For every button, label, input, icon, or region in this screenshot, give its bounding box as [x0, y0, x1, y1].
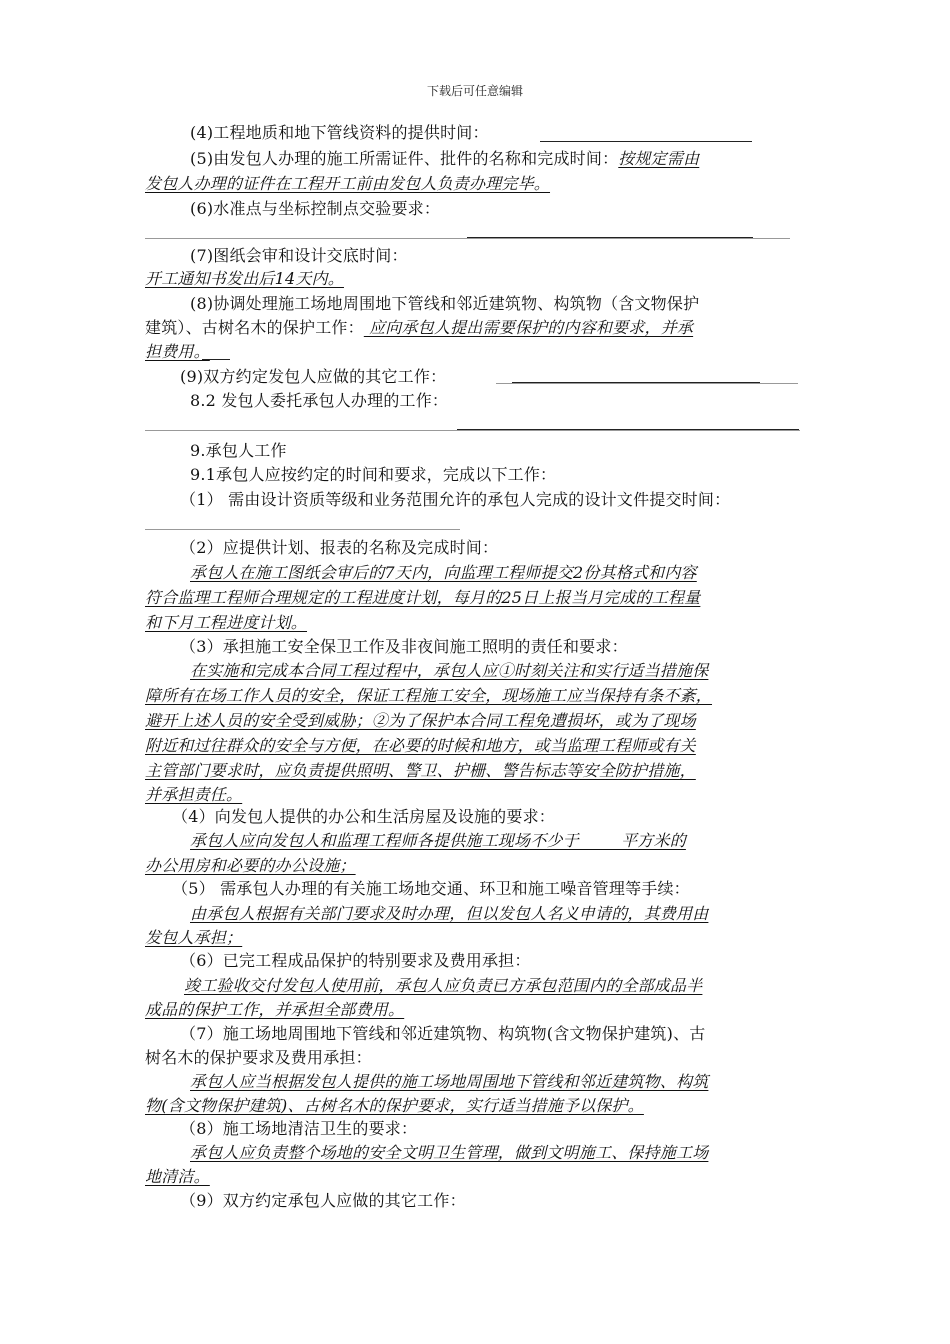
blank-line: [145, 430, 800, 431]
item-9-1-3-answer: 并承担责任。: [145, 785, 243, 804]
blank-line: [512, 382, 760, 383]
item-8-1-8: (8)协调处理施工场地周围地下管线和邻近建筑物、构筑物（含文物保护: [190, 294, 700, 313]
item-8-1-6: (6)水准点与坐标控制点交验要求：: [190, 199, 441, 218]
blank-line: [145, 529, 460, 530]
item-answer: 按规定需由: [618, 149, 700, 168]
blank-line: [540, 141, 752, 142]
item-8-1-9: (9)双方约定发包人应做的其它工作：: [180, 367, 447, 386]
item-8-1-7-answer: 开工通知书发出后14天内。: [145, 269, 344, 288]
item-9-1-8-answer: 承包人应负责整个场地的安全文明卫生管理，做到文明施工、保持施工场: [190, 1143, 709, 1162]
item-9-1-6: （6）已完工程成品保护的特别要求及费用承担：: [180, 951, 531, 970]
section-9-1: 9.1承包人应按约定的时间和要求，完成以下工作：: [190, 465, 557, 484]
item-label: 建筑）、古树名木的保护工作：: [145, 318, 364, 337]
item-8-1-5-answer: 发包人办理的证件在工程开工前由发包人负责办理完毕。: [145, 174, 551, 193]
item-9-1-9: （9）双方约定承包人应做的其它工作：: [180, 1191, 466, 1210]
item-9-1-5-answer: 发包人承担；: [145, 928, 243, 947]
item-9-1-5-answer: 由承包人根据有关部门要求及时办理，但以发包人名义申请的，其费用由: [190, 904, 709, 923]
item-9-1-3-answer: 障所有在场工作人员的安全，保证工程施工安全，现场施工应当保持有条不紊，: [145, 686, 713, 705]
blank-line: [467, 237, 753, 238]
item-9-1-3-answer: 在实施和完成本合同工程过程中，承包人应①时刻关注和实行适当措施保: [190, 661, 709, 680]
item-8-1-8-answer: 担费用。: [145, 342, 210, 361]
item-9-1-8-answer: 地清洁。: [145, 1167, 210, 1186]
item-9-1-4: （4）向发包人提供的办公和生活房屋及设施的要求：: [172, 807, 555, 826]
page-header: 下载后可任意编辑: [426, 84, 523, 98]
item-9-1-2-answer: 承包人在施工图纸会审后的7天内，向监理工程师提交2份其格式和内容: [190, 563, 697, 582]
item-8-1-4: (4)工程地质和地下管线资料的提供时间：: [190, 123, 489, 142]
item-9-1-3-answer: 附近和过往群众的安全与方便，在必要的时候和地方，或当监理工程师或有关: [145, 736, 696, 755]
item-8-1-5: [190, 148, 699, 169]
item-9-1-3-answer: 主管部门要求时，应负责提供照明、警卫、护栅、警告标志等安全防护措施，: [145, 761, 696, 780]
item-9-1-6-answer: 成品的保护工作，并承担全部费用。: [145, 1000, 405, 1019]
item-9-1-6-answer: 竣工验收交付发包人使用前，承包人应负责已方承包范围内的全部成品半: [184, 976, 703, 995]
section-9-title: 9.承包人工作: [190, 441, 287, 460]
blank-line: [202, 359, 230, 360]
item-9-1-4-answer: 办公用房和必要的办公设施；: [145, 856, 356, 875]
item-9-1-7: （7）施工场地周围地下管线和邻近建筑物、构筑物(含文物保护建筑)、古: [180, 1024, 706, 1043]
item-9-1-3: （3）承担施工安全保卫工作及非夜间施工照明的责任和要求：: [180, 637, 628, 656]
item-9-1-4-answer: 承包人应向发包人和监理工程师各提供施工现场不少于 平方米的: [190, 831, 686, 850]
item-9-1-5: （5） 需承包人办理的有关施工场地交通、环卫和施工噪音管理等手续：: [172, 879, 690, 898]
item-answer: 应向承包人提出需要保护的内容和要求，并承: [363, 318, 694, 337]
item-9-1-8: （8）施工场地清洁卫生的要求：: [180, 1119, 418, 1138]
item-9-1-2: （2）应提供计划、报表的名称及完成时间：: [180, 538, 499, 557]
blank-line: [457, 429, 799, 430]
blank-line: [496, 383, 798, 384]
item-8-1-7: (7)图纸会审和设计交底时间：: [190, 246, 408, 265]
item-9-1-1: （1） 需由设计资质等级和业务范围允许的承包人完成的设计文件提交时间：: [180, 490, 731, 509]
item-8-1-8-cont: [145, 317, 693, 338]
section-8-2: 8.2 发包人委托承包人办理的工作：: [190, 391, 449, 410]
item-9-1-3-answer: 避开上述人员的安全受到威胁；②为了保护本合同工程免遭损坏，或为了现场: [145, 711, 696, 730]
item-9-1-2-answer: 符合监理工程师合理规定的工程进度计划，每月的25日上报当月完成的工程量: [145, 588, 701, 607]
item-9-1-2-answer: 和下月工程进度计划。: [145, 613, 308, 632]
item-9-1-7-cont: 树名木的保护要求及费用承担：: [145, 1048, 372, 1067]
item-label: (5)由发包人办理的施工所需证件、批件的名称和完成时间：: [190, 149, 619, 168]
item-9-1-7-answer: 物(含文物保护建筑)、古树名木的保护要求，实行适当措施予以保护。: [145, 1096, 644, 1115]
blank-line: [145, 238, 790, 239]
item-9-1-7-answer: 承包人应当根据发包人提供的施工场地周围地下管线和邻近建筑物、构筑: [190, 1072, 709, 1091]
